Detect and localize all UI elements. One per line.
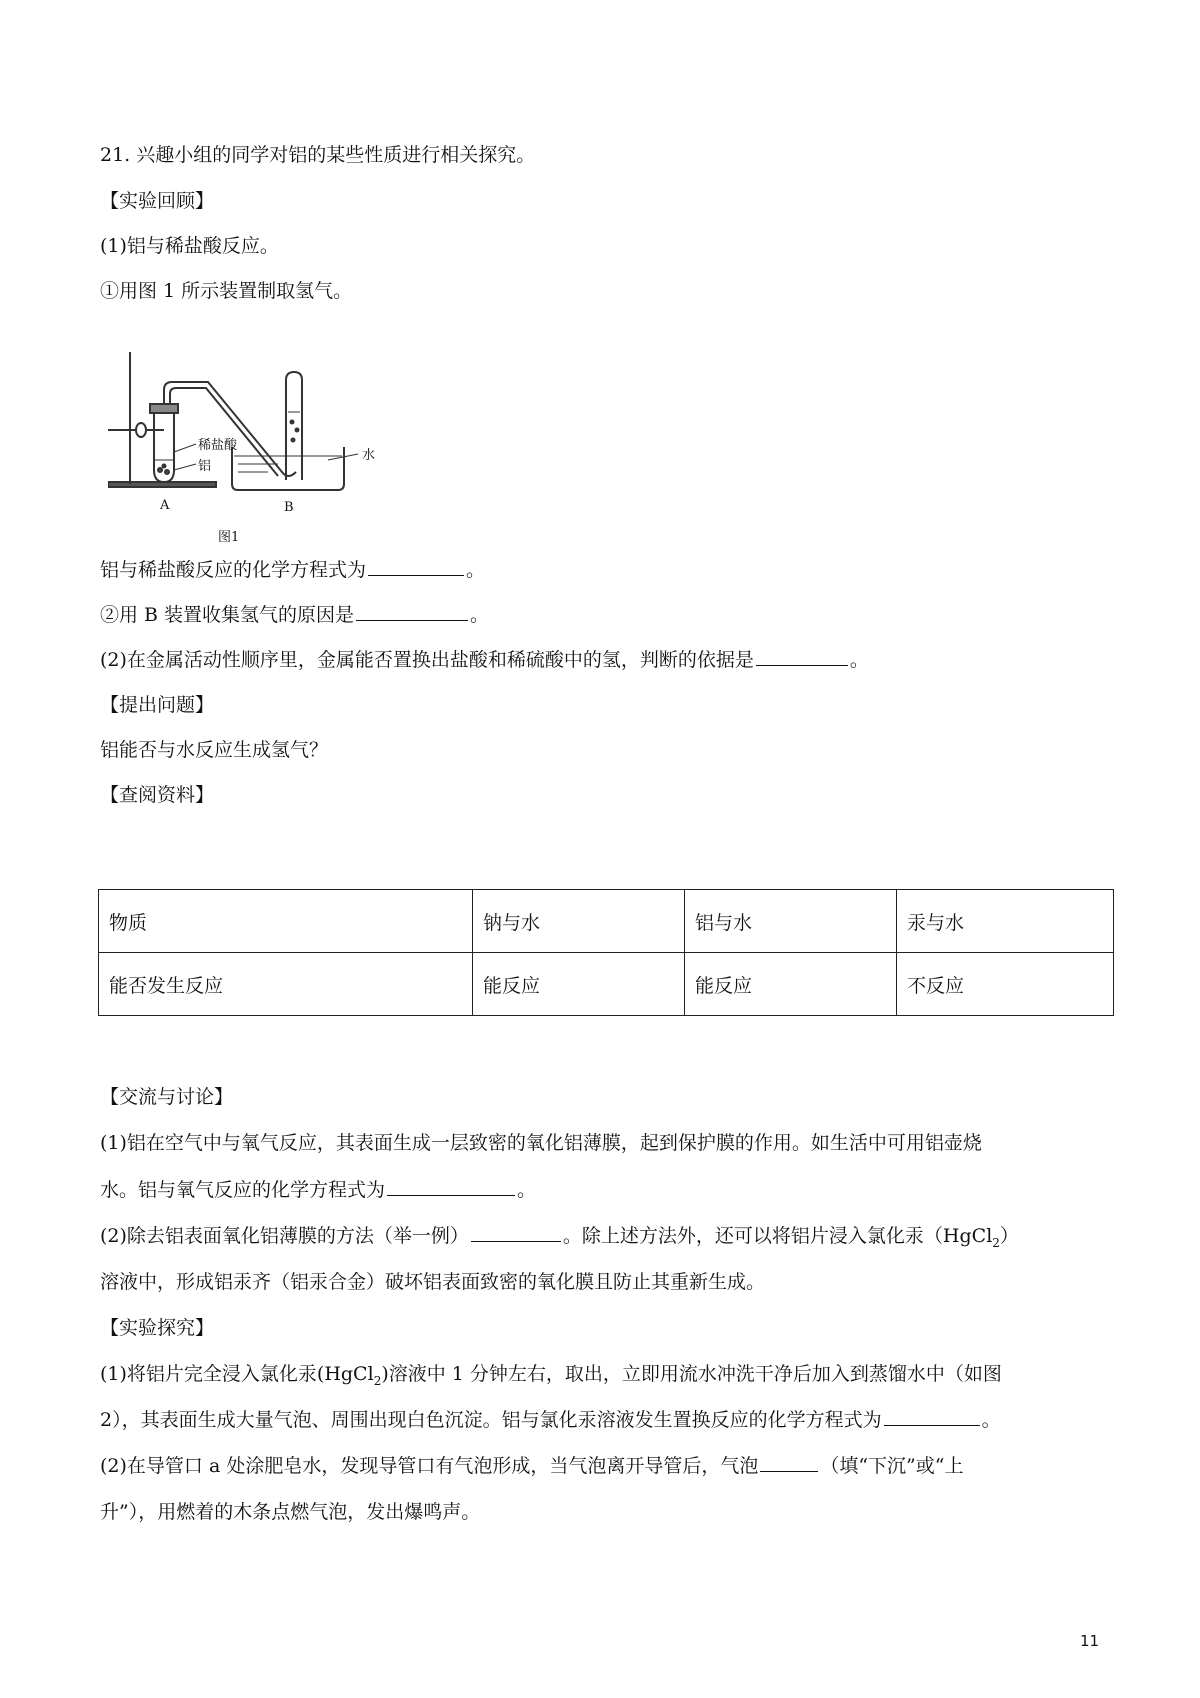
table-cell: 能反应 <box>685 953 897 1016</box>
discussion-item-2-text: (2)除去铝表面氧化铝薄膜的方法（举一例） <box>100 1225 469 1247</box>
section-heading-question: 【提出问题】 <box>100 694 215 716</box>
review-item-2-suffix: 。 <box>849 649 869 671</box>
review-item-2 <box>100 647 869 673</box>
review-equation-suffix: 。 <box>466 559 486 581</box>
review-item-1b-text: ②用 B 装置收集氢气的原因是 <box>100 604 355 626</box>
table-row <box>99 890 1114 953</box>
table-cell: 钠与水 <box>473 890 685 953</box>
table-cell: 汞与水 <box>897 890 1114 953</box>
table-row <box>99 953 1114 1016</box>
discussion-item-1-line2 <box>100 1177 536 1203</box>
answer-blank-5[interactable] <box>471 1223 561 1242</box>
answer-blank-6[interactable] <box>884 1407 980 1426</box>
question-title: 21. 兴趣小组的同学对铝的某些性质进行相关探究。 <box>100 144 536 166</box>
figure-1-apparatus <box>108 352 428 582</box>
experiment-item-1-line2 <box>100 1407 1001 1433</box>
figure-label-acid: 稀盐酸 <box>198 438 238 453</box>
figure-label-water: 水 <box>362 448 376 463</box>
materials-table <box>98 889 1114 1016</box>
discussion-item-2-end: ） <box>999 1225 1019 1247</box>
section-heading-discussion: 【交流与讨论】 <box>100 1086 234 1108</box>
table-cell: 能否发生反应 <box>99 953 473 1016</box>
experiment-item-1-text-c: 2），其表面生成大量气泡、周围出现白色沉淀。铝与氯化汞溶液发生置换反应的化学方程式为 <box>100 1409 882 1431</box>
apparatus-drawing <box>108 352 428 582</box>
subscript-2: 2 <box>992 1235 1000 1250</box>
answer-blank-3[interactable] <box>756 647 848 666</box>
answer-blank-4[interactable] <box>387 1177 515 1196</box>
discussion-item-2-mid: 。除上述方法外，还可以将铝片浸入氯化汞（HgCl <box>562 1225 993 1247</box>
figure-label-a: A <box>160 498 170 513</box>
review-item-1: (1)铝与稀盐酸反应。 <box>100 235 279 257</box>
experiment-item-2-line1 <box>100 1453 963 1479</box>
experiment-item-2-line2: 升”），用燃着的木条点燃气泡，发出爆鸣声。 <box>100 1501 481 1523</box>
review-equation-text: 铝与稀盐酸反应的化学方程式为 <box>100 559 367 581</box>
figure-label-b: B <box>284 500 294 515</box>
table-cell: 能反应 <box>473 953 685 1016</box>
figure-caption: 图1 <box>218 530 240 545</box>
section-heading-review: 【实验回顾】 <box>100 190 215 212</box>
figure-label-aluminium: 铝 <box>198 459 212 474</box>
experiment-item-2-suffix: （填“下沉”或“上 <box>820 1455 964 1477</box>
table-cell: 铝与水 <box>685 890 897 953</box>
discussion-item-2-line1 <box>100 1223 1019 1249</box>
experiment-item-2-text: (2)在导管口 a 处涂肥皂水，发现导管口有气泡形成，当气泡离开导管后，气泡 <box>100 1455 759 1477</box>
subscript-2: 2 <box>373 1373 382 1388</box>
review-item-1b-suffix: 。 <box>470 604 490 626</box>
review-equation-line <box>100 557 485 583</box>
page-number: 11 <box>1080 1632 1100 1650</box>
discussion-item-1-suffix: 。 <box>517 1179 537 1201</box>
experiment-item-1-text-b: )溶液中 1 分钟左右，取出，立即用流水冲洗干净后加入到蒸馏水中（如图 <box>381 1363 1002 1385</box>
answer-blank-7[interactable] <box>760 1453 818 1472</box>
table-cell: 物质 <box>99 890 473 953</box>
experiment-item-1-line1 <box>100 1361 1002 1387</box>
review-item-1b <box>100 602 489 628</box>
question-text: 铝能否与水反应生成氢气？ <box>100 739 329 761</box>
experiment-item-1-suffix: 。 <box>981 1409 1001 1431</box>
experiment-item-1-text-a: (1)将铝片完全浸入氯化汞(HgCl <box>100 1363 374 1385</box>
review-item-2-text: (2)在金属活动性顺序里，金属能否置换出盐酸和稀硫酸中的氢，判断的依据是 <box>100 649 754 671</box>
discussion-item-1-text: 水。铝与氧气反应的化学方程式为 <box>100 1179 386 1201</box>
answer-blank-1[interactable] <box>368 557 464 576</box>
section-heading-experiment: 【实验探究】 <box>100 1317 215 1339</box>
section-heading-materials: 【查阅资料】 <box>100 784 215 806</box>
review-item-1a: ①用图 1 所示装置制取氢气。 <box>100 280 353 302</box>
discussion-item-1-line1: (1)铝在空气中与氧气反应，其表面生成一层致密的氧化铝薄膜，起到保护膜的作用。如生活中可用铝壶烧 <box>100 1132 982 1154</box>
discussion-item-2-line2: 溶液中，形成铝汞齐（铝汞合金）破坏铝表面致密的氧化膜且防止其重新生成。 <box>100 1271 766 1293</box>
answer-blank-2[interactable] <box>356 602 468 621</box>
table-cell: 不反应 <box>897 953 1114 1016</box>
